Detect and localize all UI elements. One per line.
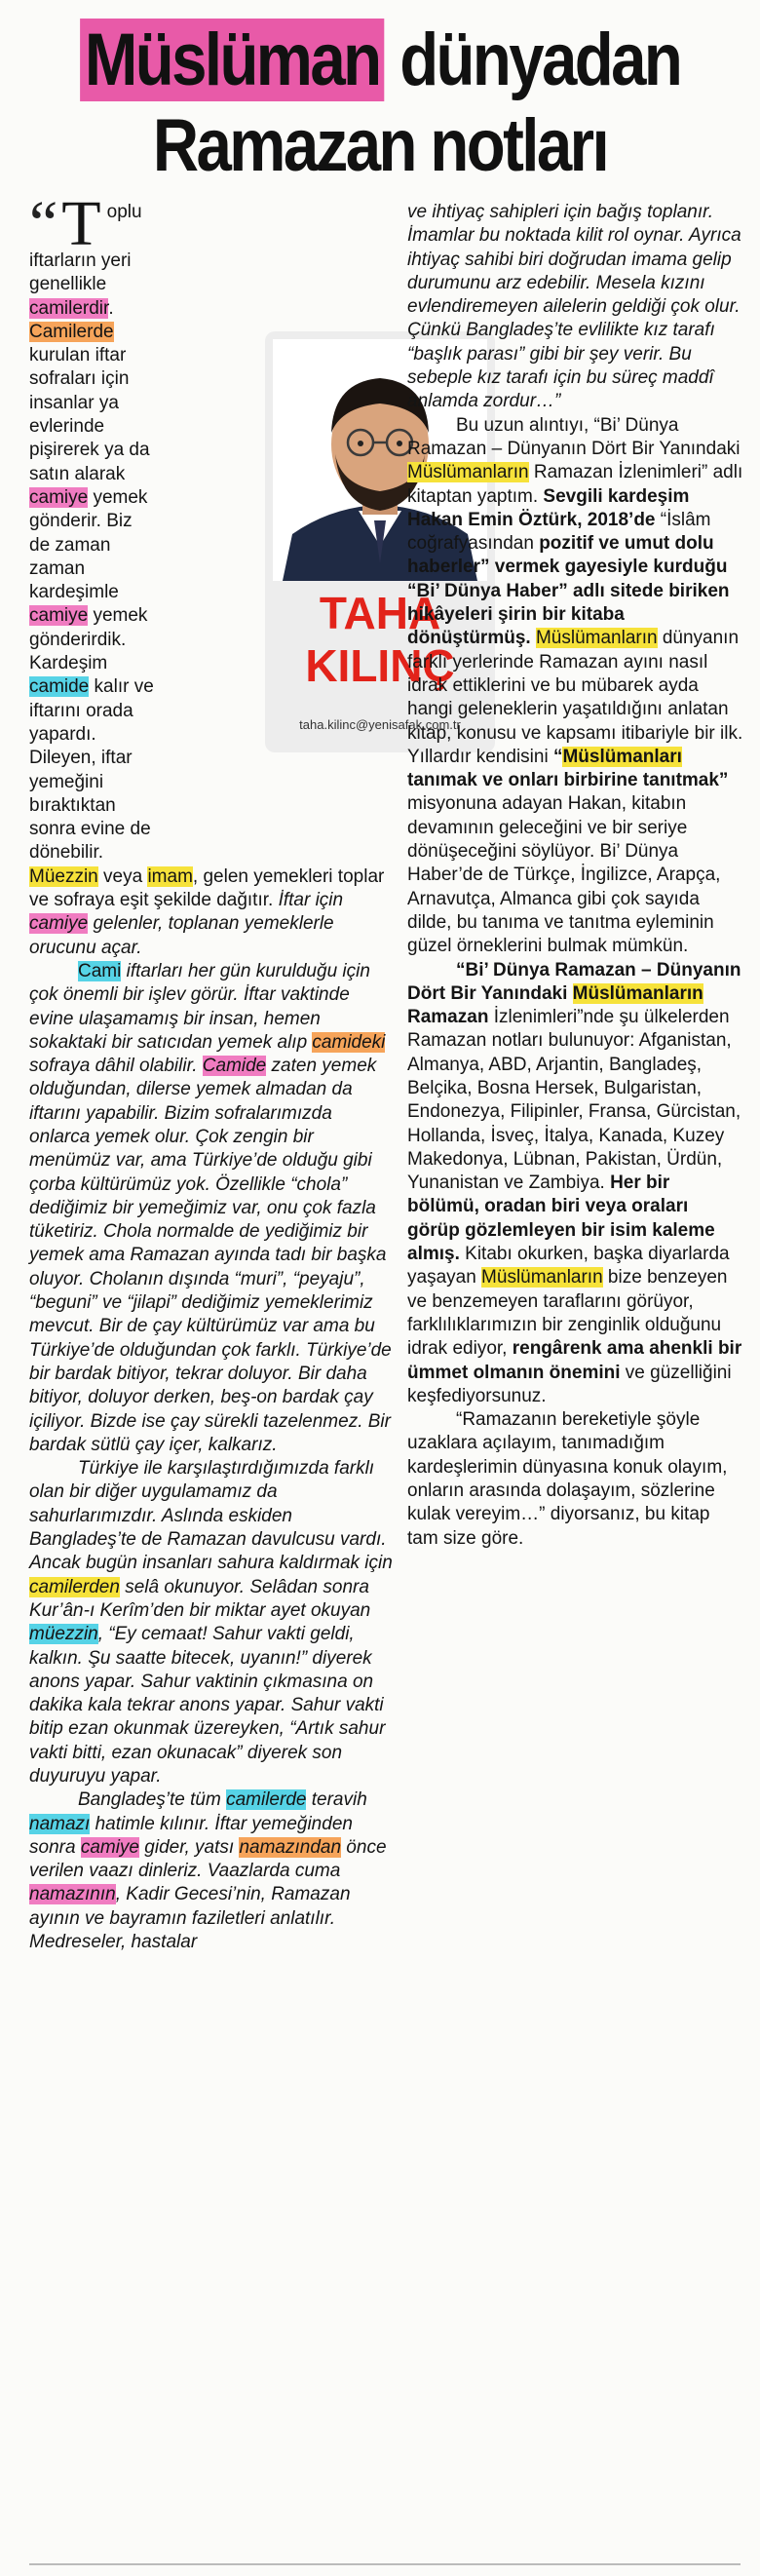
text-run: , “Ey cemaat! Sahur vakti geldi, kalkın. Şu saatte bitecek, uyanın!” diyerek anons yapar. Sahur vaktinin çıkmasına on dakika kala tekrar anons yapar. Sahur vakti bitip ezan okunmak üzereyken, “Artık sahur vakti bitti, ezan okunacak” diyerek son duyuruyu yapar. (29, 1624, 386, 1787)
text-run: teravih (306, 1789, 367, 1811)
left-paragraph-3 (29, 1457, 395, 1788)
text-run: oplu iftarların yeri genellikle (29, 202, 142, 295)
text-run: Bangladeş’te tüm (78, 1789, 227, 1811)
right-paragraph-1 (407, 201, 743, 414)
footer-rule (29, 2563, 741, 2565)
text-run: müezzin (29, 1624, 98, 1645)
text-run: önce verilen vaazı dinleriz. Vaazlarda cuma (29, 1836, 387, 1882)
text-run: yemek gönderirdik. Kardeşim (29, 605, 148, 674)
text-run: camilerdir (29, 297, 109, 319)
text-run: Ramazan İzlenimleri” adlı kitaptan yaptım. (407, 462, 743, 507)
text-run: namazının (29, 1884, 116, 1905)
text-run: yemek gönderir. Biz de zaman zaman kardeşimle (29, 486, 148, 603)
text-run: rengârenk ama ahenkli bir ümmet olmanın önemini (407, 1338, 742, 1383)
text-run: kurulan iftar sofraları için insanlar ya evlerinde pişirerek ya da satın alarak (29, 345, 150, 484)
text-run: Müezzin (29, 865, 98, 887)
text-run: tanımak ve onları birbirine tanıtmak” (407, 770, 729, 791)
left-paragraph-4 (29, 1788, 395, 1954)
text-run: “ (552, 746, 563, 767)
text-run: gider, yatsı (139, 1836, 240, 1858)
text-run: Camide (202, 1056, 267, 1077)
text-run: pozitif ve umut dolu haberler” vermek gayesiyle kurduğu “Bi’ Dünya Haber” adlı sitede biriken hikâyeleri şirin bir kitaba dönüştürmüş. (407, 533, 730, 649)
text-run: Kitabı okurken, başka diyarlarda yaşayan (407, 1244, 730, 1288)
text-run: Ramazan (407, 1007, 489, 1028)
text-run: “Ramazanın bereketiyle şöyle uzaklara açılayım, tanımadığım kardeşlerimin dünyasına konuk olayım, onların arasında dolaşayım, sözlerine kulak vereyim…” diyorsanız, bu kitap tam size göre. (407, 1409, 728, 1549)
text-run: iftarları her gün kurulduğu için çok önemli bir işlev görür. İftar vaktinde evine ulaşamamış bir insan, hemen sokaktaki bir satıcıdan yemek alıp (29, 960, 370, 1053)
quote-mark-icon: “ (29, 188, 58, 259)
author-box-spacer (167, 290, 400, 836)
text-run: namazı (29, 1813, 91, 1834)
text-run: camilerden (29, 1576, 120, 1597)
headline-line2: Ramazan notları (152, 104, 608, 187)
text-run: , Kadir Gecesi’nin, Ramazan ayının ve bayramın faziletleri anlatılır. Medreseler, hastalar (29, 1884, 351, 1953)
drop-cap: T (61, 188, 101, 259)
text-run: “İslâm coğrafyasından (407, 509, 711, 555)
text-run: Camilerde (29, 321, 114, 342)
text-run: İftar için (278, 890, 344, 911)
text-run: camiye (29, 486, 89, 508)
headline-rest: dünyadan (384, 19, 681, 101)
text-run: bize benzeyen ve benzemeyen taraflarını görüyor, farklılıklarımızın bir zenginlik olduğunu idrak ediyor, (407, 1267, 728, 1360)
text-run: camide (29, 676, 90, 698)
text-run: Müslümanların (535, 628, 658, 649)
headline (54, 18, 707, 189)
text-run: selâ okunuyor. Selâdan sonra Kur’ân-ı Kerîm’den bir miktar ayet okuyan (29, 1576, 371, 1621)
text-run: Bu uzun alıntıyı, “Bi’ Dünya Ramazan – Dünyanın Dört Bir Yanındaki (407, 414, 741, 459)
left-column (29, 188, 395, 1954)
text-run: imam (147, 865, 193, 887)
right-column (407, 201, 743, 1551)
headline-highlight: Müslüman (80, 19, 385, 101)
text-run: İzlenimleri”nde şu ülkelerden Ramazan notları bulunuyor: Afganistan, Almanya, ABD, Arjantin, Bangladeş, Belçika, Bosna Hersek, Bulgaristan, Endonezya, Filipinler, Fransa, Gürcistan, Hollanda, İsveç, İtalya, Kanada, Kuzey Makedonya, Lübnan, Pakistan, Ürdün, Yunanistan ve Zambiya. (407, 1007, 741, 1194)
text-run: gelenler, toplanan yemeklerle orucunu açar. (29, 913, 334, 958)
author-email: taha.kilinc@yenisafak.com.tr (299, 717, 461, 732)
text-run: zaten yemek olduğundan, dilerse yemek almadan da iftarını yapabilir. Bizim sofralarımızda onlarca yemek olur. Çok zengin bir menümüz var, ama Türkiye’de olduğu gibi çorba kültürümüz yok. Özellikle “chola” dediğimiz bir yemeğimiz var, onu çok fazla tüketiriz. Chola normalde de yediğimiz bir yemek ama Ramazan ayında tadı bir başka oluyor. Cholanın dışında “muri”, “peyaju”, “beguni” ve “jilapi” dediğimiz yemeklerimiz mevcut. Bir de çay kültürümüz var ama bu Türkiye’de olduğundan çok farklı. Türkiye’de bir bardak bitiyor, tekrar doluyor. Bir daha bitiyor, doluyor derken, beş-on bardak çay içiliyor. Bizde ise çay sürekli tazelenmez. Bir bardak sütlü çay içer, kalkarız. (29, 1056, 392, 1455)
text-run: camilerde (226, 1789, 307, 1811)
text-run: namazından (239, 1836, 342, 1858)
text-run: Cami (78, 960, 122, 981)
text-run: Müslümanların (572, 982, 703, 1004)
text-run: dünyanın farklı yerlerinde Ramazan ayını nasıl idrak ettiklerini ve bu mübarek ayda hangi geleneklerin yaşatıldığını anlatan kitap, konusu ve kapsamı itibariyle bir ilk. Yıllardır kendisini (407, 628, 743, 767)
text-run: camiye (29, 913, 89, 935)
text-run: . (108, 297, 114, 319)
author-name-line1: TAHA (319, 588, 441, 638)
text-run: ve ihtiyaç sahipleri için bağış toplanır. İmamlar bu noktada kilit rol oynar. Ayrıca ihtiyaç sahibi biri doğrudan imama gelip durumunu arz edebilir. Mesela kızını evlendiremeyen ailelerin geldiği çok olur. Çünkü Bangladeş’te evlilikte kız tarafı “başlık parası” gibi bir şey verir. Bu sebeple kız tarafı için bu süreç maddî anlamda zordur…” (407, 202, 741, 412)
text-run: veya (97, 865, 148, 887)
text-run: camideki (312, 1031, 386, 1053)
text-run: Müslümanların (407, 462, 529, 483)
text-run: sofraya dâhil olabilir. (29, 1056, 203, 1077)
right-paragraph-2 (407, 414, 743, 959)
text-run: misyonuna adayan Hakan, kitabın devamının geleceğini ve bir seriye dönüşeceğini söylüyor. Bi’ Dünya Haber’de de Türkçe, İngilizce, Arapça, Arnavutça, Almanca gibi çok sayıda dilde, bu tanıma ve tanıtma eyleminin güzel örneklerini bulmak mümkün. (407, 793, 721, 957)
right-paragraph-4 (407, 1408, 743, 1551)
left-paragraph-2 (29, 960, 395, 1457)
author-name-line2: KILINÇ (305, 640, 455, 691)
text-run: ve güzelliğini keşfediyorsunuz. (407, 1362, 732, 1406)
text-run: Türkiye ile karşılaştırdığımızda farklı olan bir diğer uygulamamız da sahurlarımızdır. Aslında eskiden Bangladeş’te de Ramazan davulcusu vardı. Ancak bugün insanları sahura kaldırmak için (29, 1458, 393, 1574)
text-run: Sevgili kardeşim Hakan Emin Öztürk, 2018’de (407, 485, 690, 530)
text-run: hatimle kılınır. İftar yemeğinden sonra (29, 1813, 353, 1858)
text-run: Her bir bölümü, oradan biri veya oraları görüp gözlemleyen bir isim kaleme almış. (407, 1173, 715, 1265)
text-run: camiye (29, 605, 89, 627)
text-run: Müslümanların (481, 1267, 603, 1288)
right-paragraph-3 (407, 959, 743, 1409)
text-run: camiye (80, 1836, 139, 1858)
text-run: Müslümanları (562, 746, 682, 767)
text-run: kalır ve iftarını orada yapardı. Dileyen, iftar yemeğini bıraktıktan sonra evine de dönebilir. (29, 676, 154, 864)
text-run: “Bi’ Dünya Ramazan – Dünyanın Dört Bir Yanındaki (407, 959, 741, 1004)
text-run: , gelen yemekleri toplar ve sofraya eşit şekilde dağıtır. (29, 865, 385, 911)
